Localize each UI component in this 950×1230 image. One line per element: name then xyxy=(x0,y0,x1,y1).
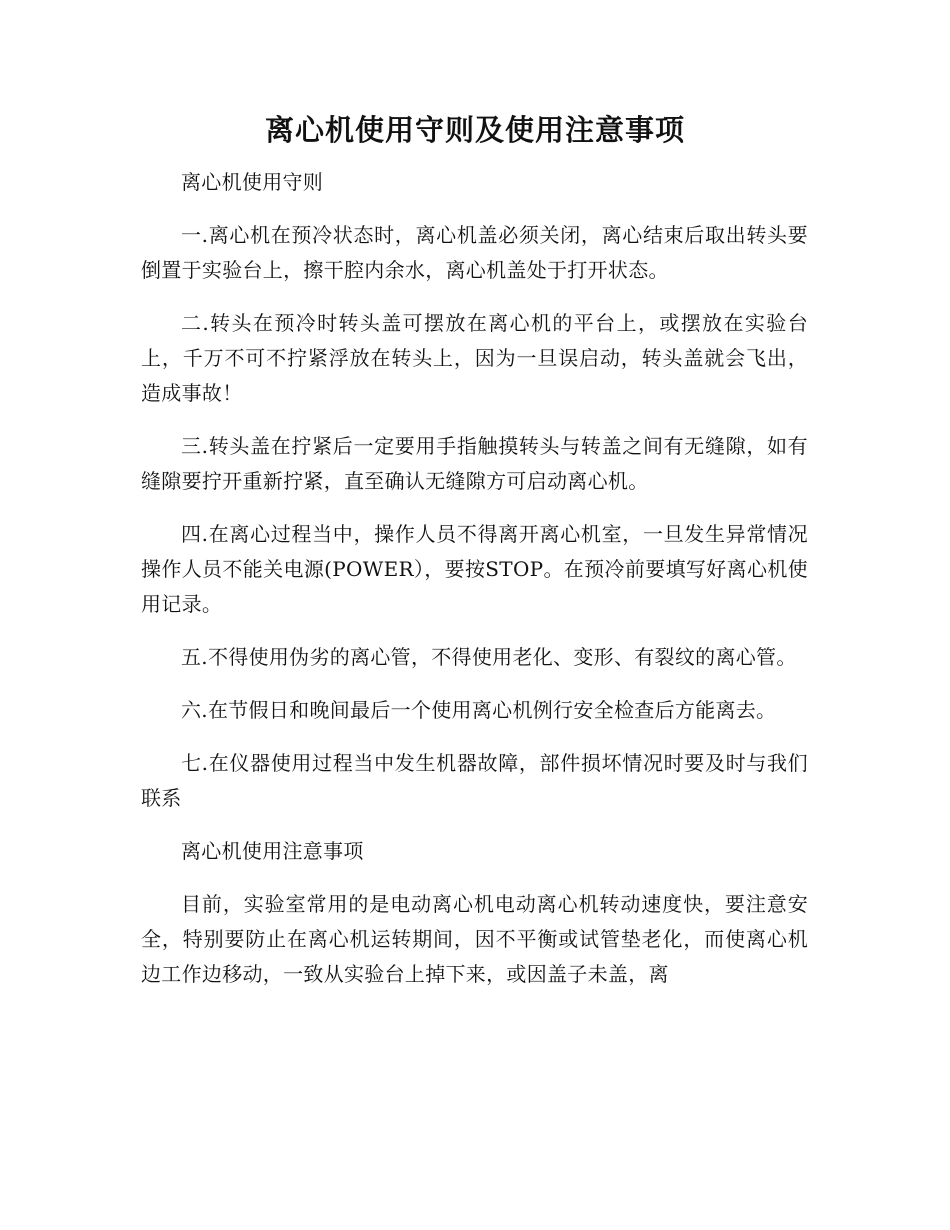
section-heading-precautions: 离心机使用注意事项 xyxy=(181,839,364,863)
rule-paragraph-5: 五.不得使用伪劣的离心管，不得使用老化、变形、有裂纹的离心管。 xyxy=(181,645,797,669)
section-heading-rules: 离心机使用守则 xyxy=(181,170,324,194)
document-title: 离心机使用守则及使用注意事项 xyxy=(264,113,685,147)
rule-paragraph-7: 七.在仪器使用过程当中发生机器故障，部件损坏情况时要及时与我们联系 xyxy=(141,751,808,810)
precaution-paragraph-1: 目前，实验室常用的是电动离心机电动离心机转动速度快，要注意安全，特别要防止在离心机运转期间，因不平衡或试管垫老化，而使离心机边工作边移动，一致从实验台上掉下来，或因盖子未盖，离 xyxy=(141,892,808,986)
rule-paragraph-3: 三.转头盖在拧紧后一定要用手指触摸转头与转盖之间有无缝隙，如有缝隙要拧开重新拧紧，直至确认无缝隙方可启动离心机。 xyxy=(141,434,808,493)
rule-paragraph-4: 四.在离心过程当中，操作人员不得离开离心机室，一旦发生异常情况操作人员不能关电源(POWER），要按STOP。在预冷前要填写好离心机使用记录。 xyxy=(141,522,808,616)
rule-paragraph-2: 二.转头在预冷时转头盖可摆放在离心机的平台上，或摆放在实验台上，千万不可不拧紧浮放在转头上，因为一旦误启动，转头盖就会飞出，造成事故！ xyxy=(141,311,808,405)
rule-paragraph-6: 六.在节假日和晚间最后一个使用离心机例行安全检查后方能离去。 xyxy=(181,698,777,722)
document-body xyxy=(141,165,808,1010)
rule-paragraph-1: 一.离心机在预冷状态时，离心机盖必须关闭，离心结束后取出转头要倒置于实验台上，擦干腔内余水，离心机盖处于打开状态。 xyxy=(141,223,808,282)
